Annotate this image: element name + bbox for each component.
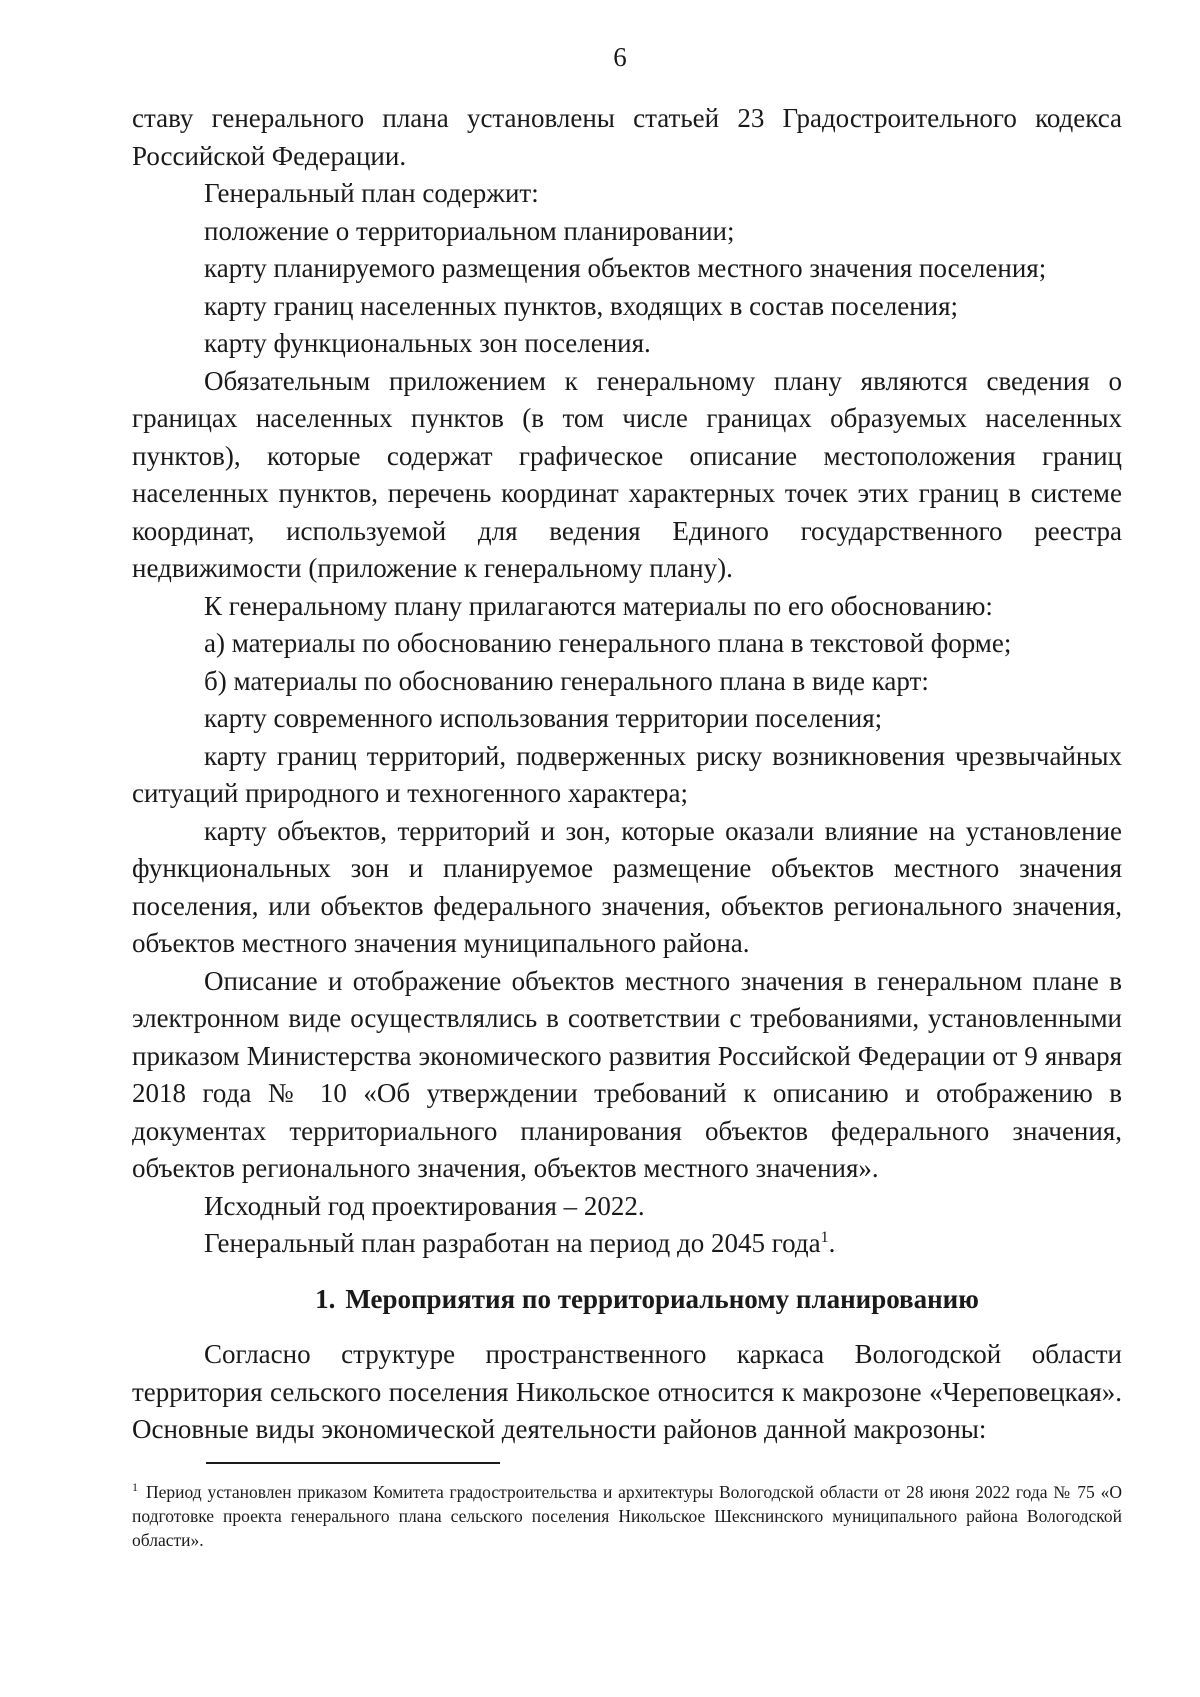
footnote-marker: 1 [132, 1480, 138, 1495]
document-body [132, 100, 1122, 1449]
footnote [132, 1480, 1122, 1552]
list-item: положение о территориальном планировании; [204, 215, 735, 246]
page-number: 6 [613, 42, 627, 72]
paragraph: К генеральному плану прилагаются материалы по его обоснованию: [204, 590, 993, 621]
paragraph-text: Генеральный план разработан на период до 2045 года [204, 1228, 821, 1258]
footnote-separator [206, 1462, 500, 1464]
list-item: карту объектов, территорий и зон, которые оказали влияние на установление функциональных зон и планируемое размещение объектов местного значения поселения, или объектов федерального значения, объектов регионального значения, объектов местного значения муниципального района. [132, 815, 1122, 958]
footnote-reference[interactable]: 1 [820, 1229, 829, 1246]
paragraph: Генеральный план содержит: [204, 178, 539, 208]
list-item: карту функциональных зон поселения. [204, 328, 651, 358]
paragraph: Согласно структуре пространственного каркаса Вологодской области территория сельского поселения Никольское относится к макрозоне «Череповецкая». Основные виды экономической деятельности районов данной макрозоны: [132, 1339, 1122, 1444]
list-item: б) материалы по обоснованию генерального плана в виде карт: [204, 665, 929, 696]
footnote-text: Период установлен приказом Комитета градостроительства и архитектуры Вологодской области от 28 июня 2022 года № 75 «О подготовке проекта генерального плана сельского поселения Никольское Шекснинского муниципального района Вологодской области». [132, 1482, 1122, 1550]
paragraph: Описание и отображение объектов местного значения в генеральном плане в электронном виде осуществлялись в соответствии с требованиями, установленными приказом Министерства экономического развития Российской Федерации от 9 января 2018 года № 10 «Об утверждении требований к описанию и отображению в документах территориального планирования объектов федерального значения, объектов регионального значения, объектов местного значения». [132, 965, 1122, 1183]
paragraph: ставу генерального плана установлены статьей 23 Градостроительного кодекса Российской Федерации. [132, 103, 1122, 171]
list-item: карту границ территорий, подверженных риску возникновения чрезвычайных ситуаций природного и техногенного характера; [132, 740, 1122, 808]
list-item: карту современного использования территории поселения; [204, 703, 883, 733]
paragraph: Исходный год проектирования – 2022. [204, 1190, 645, 1221]
list-item: а) материалы по обоснованию генерального плана в текстовой форме; [204, 628, 1012, 658]
section-number: 1. [315, 1283, 336, 1314]
list-item: карту границ населенных пунктов, входящих в состав поселения; [204, 290, 959, 321]
paragraph: Обязательным приложением к генеральному плану являются сведения о границах населенных пунктов (в том числе границах образуемых населенных пунктов), которые содержат графическое описание местоположения границ населенных пунктов, перечень координат характерных точек этих границ в системе координат, используемой для ведения Единого государственного реестра недвижимости (приложение к генеральному плану). [132, 365, 1122, 583]
paragraph-tail: . [828, 1228, 836, 1258]
list-item: карту планируемого размещения объектов местного значения поселения; [204, 253, 1047, 283]
section-title: Мероприятия по территориальному планированию [345, 1283, 979, 1314]
section-heading [132, 1281, 1122, 1319]
paragraph [132, 1225, 1122, 1263]
